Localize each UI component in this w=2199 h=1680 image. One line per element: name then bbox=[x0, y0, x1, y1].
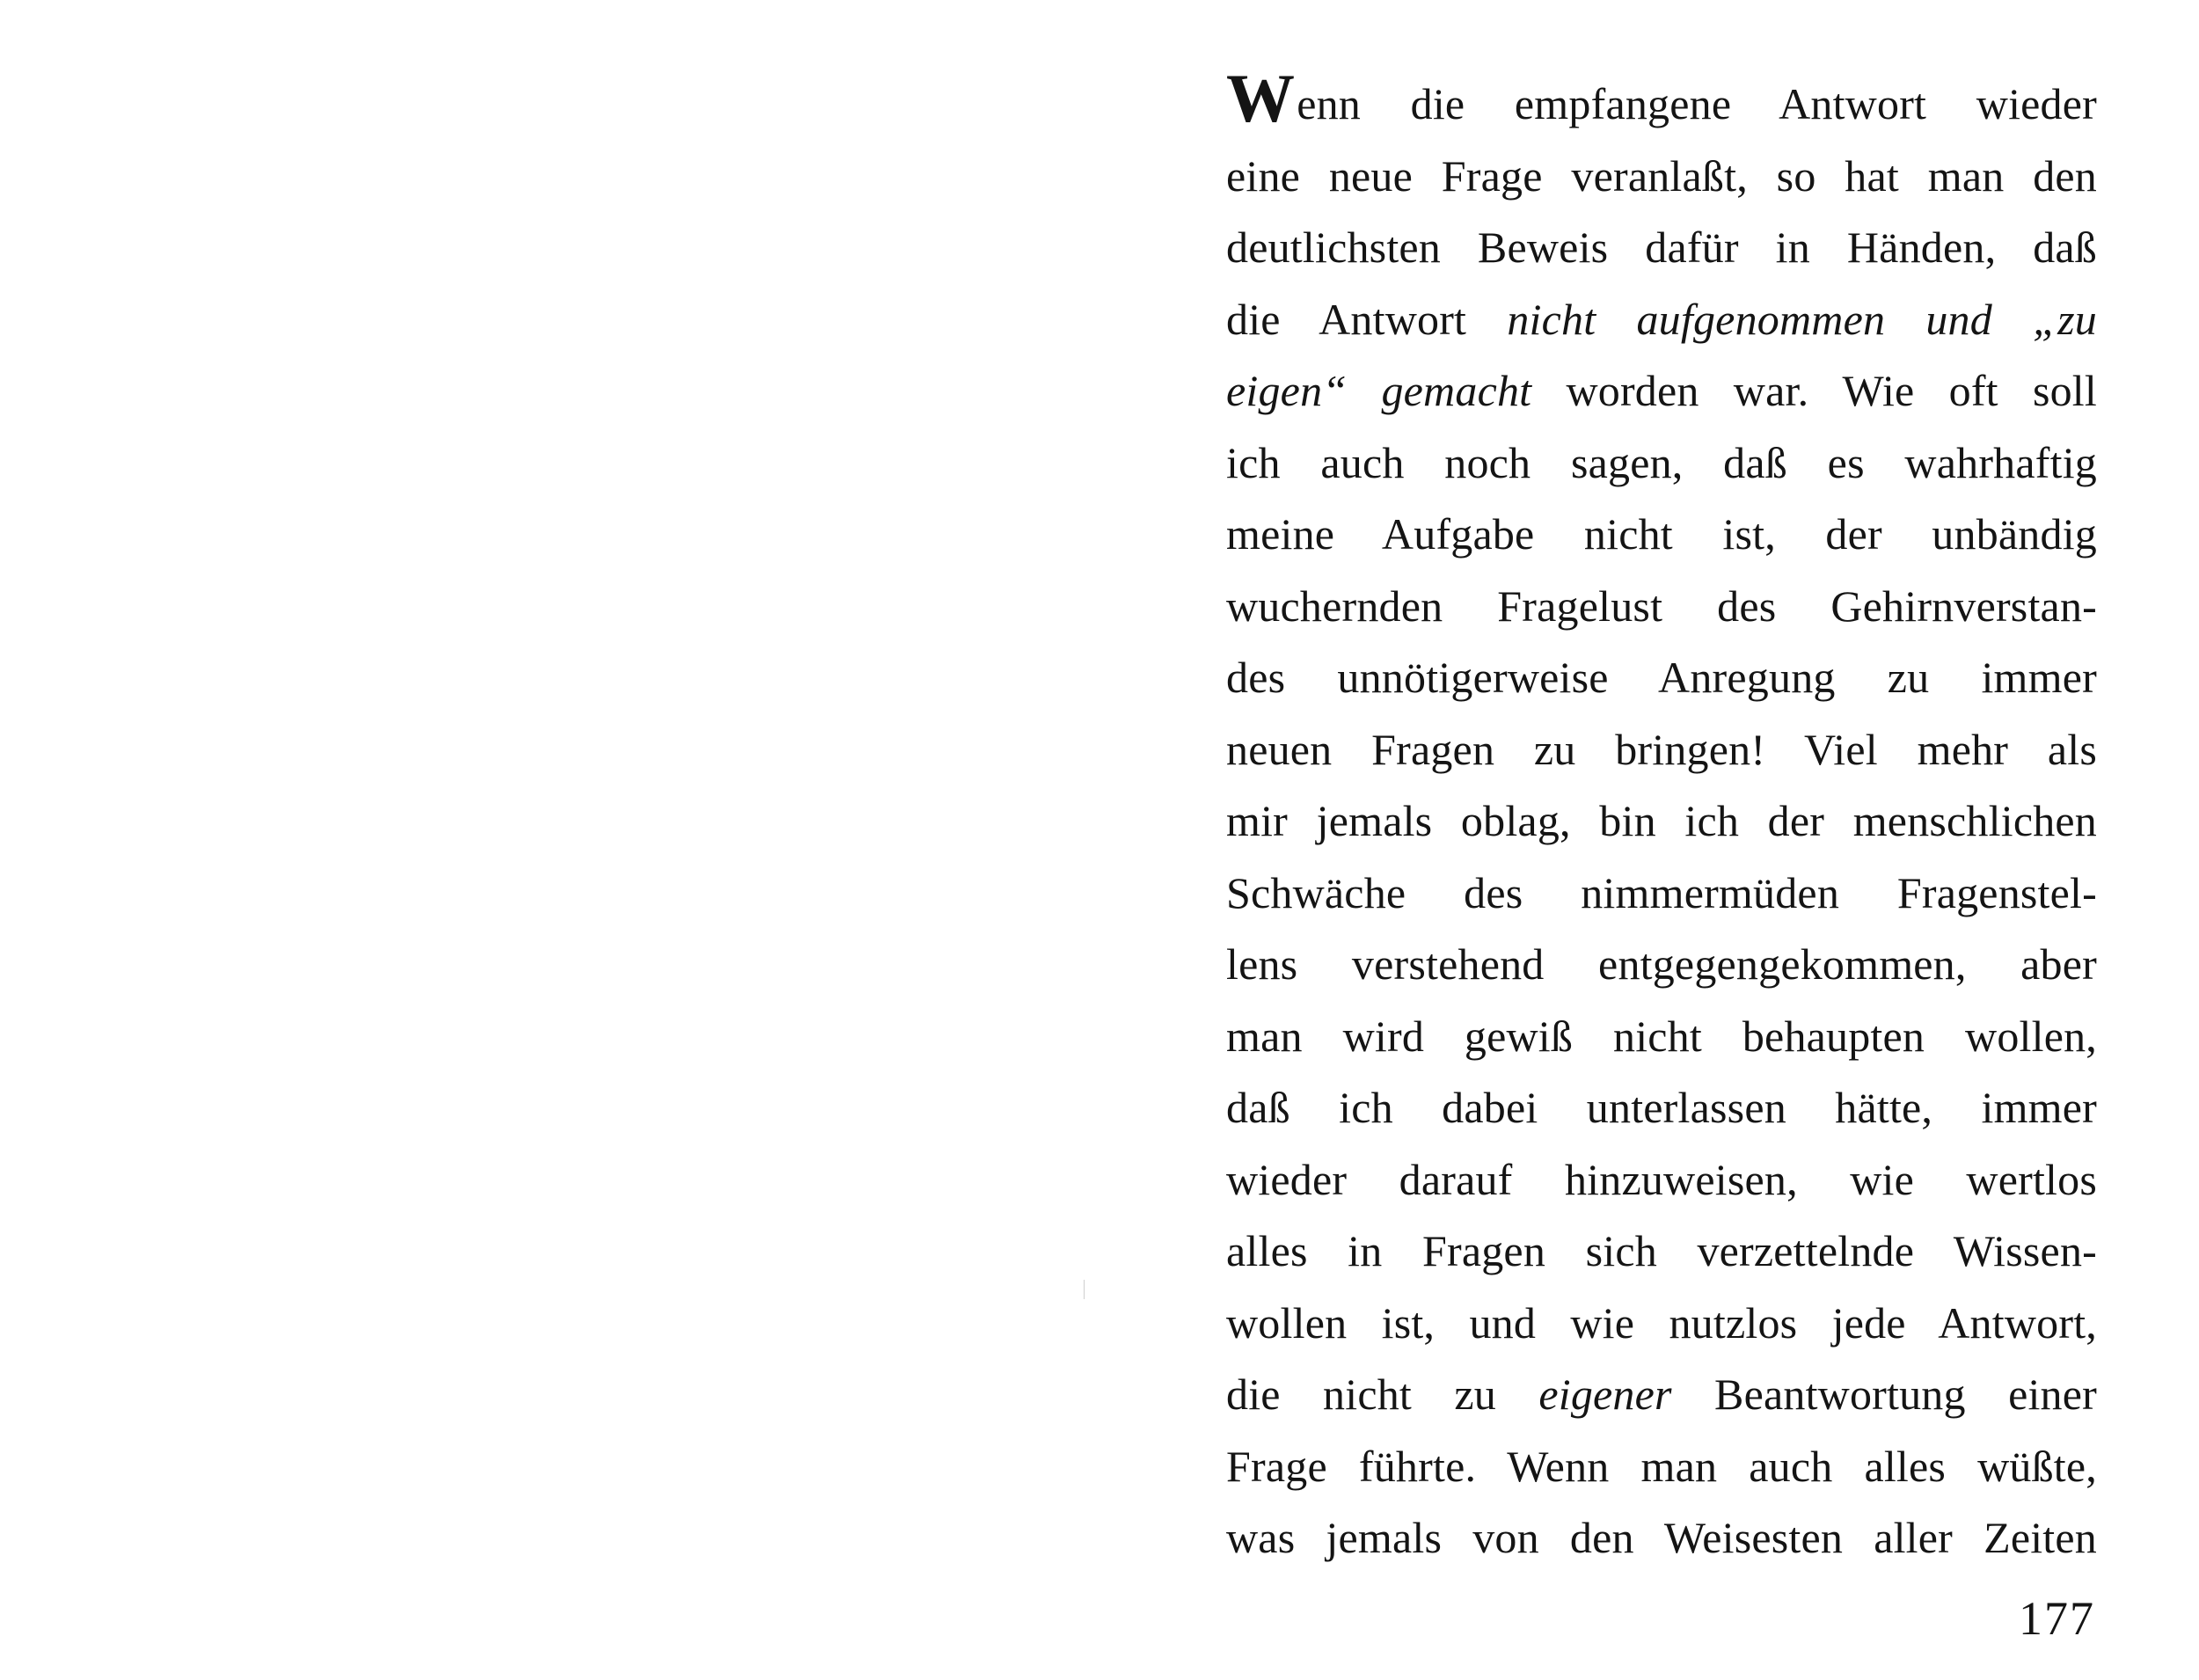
text-segment: Frage führte. Wenn man auch alles wüßte, bbox=[1226, 1441, 2097, 1491]
italic-text: eigen“ gemacht bbox=[1226, 366, 1532, 415]
page-number: 177 bbox=[2019, 1592, 2095, 1645]
text-line bbox=[1226, 499, 2097, 571]
italic-text: eigener bbox=[1538, 1370, 1672, 1419]
text-line bbox=[1226, 785, 2097, 858]
text-segment: lens verstehend entgegengekommen, aber bbox=[1226, 939, 2097, 989]
text-segment: des unnötigerweise Anregung zu immer bbox=[1226, 653, 2097, 702]
text-segment: deutlichsten Beweis dafür in Händen, daß bbox=[1226, 223, 2097, 272]
text-segment: die Antwort bbox=[1226, 294, 1508, 344]
text-line bbox=[1226, 1359, 2097, 1431]
text-line bbox=[1226, 1144, 2097, 1216]
text-segment: ich auch noch sagen, daß es wahrhaftig bbox=[1226, 437, 2097, 487]
text-segment: neuen Fragen zu bringen! Viel mehr als bbox=[1226, 724, 2097, 774]
text-line bbox=[1226, 212, 2097, 284]
text-segment: worden war. Wie oft soll bbox=[1531, 366, 2097, 415]
text-line bbox=[1226, 284, 2097, 356]
text-segment: eine neue Frage veranlaßt, so hat man den bbox=[1226, 150, 2097, 201]
text-line bbox=[1226, 1431, 2097, 1503]
text-segment: meine Aufgabe nicht ist, der unbändig bbox=[1226, 509, 2097, 559]
text-line bbox=[1226, 1001, 2097, 1073]
text-segment: wollen ist, und wie nutzlos jede Antwort, bbox=[1226, 1297, 2097, 1348]
text-segment: mir jemals oblag, bin ich der menschlichen bbox=[1226, 796, 2097, 845]
text-line bbox=[1226, 1502, 2097, 1574]
text-segment: was jemals von den Weisesten aller Zeiten bbox=[1226, 1513, 2097, 1562]
text-line bbox=[1226, 60, 2097, 141]
text-segment: man wird gewiß nicht behaupten wollen, bbox=[1226, 1011, 2097, 1061]
text-line bbox=[1226, 355, 2097, 427]
text-segment: wuchernden Fragelust des Gehirnverstan- bbox=[1226, 581, 2097, 631]
text-line bbox=[1226, 1288, 2097, 1360]
text-line bbox=[1226, 427, 2097, 500]
italic-text: nicht aufgenommen und „zu bbox=[1507, 294, 2097, 344]
text-line bbox=[1226, 571, 2097, 643]
text-line bbox=[1226, 929, 2097, 1001]
drop-cap: W bbox=[1226, 60, 1296, 136]
text-segment: die nicht zu bbox=[1226, 1370, 1539, 1419]
text-line bbox=[1226, 858, 2097, 930]
text-line bbox=[1226, 141, 2097, 213]
text-segment: daß ich dabei unterlassen hätte, immer bbox=[1226, 1083, 2097, 1132]
body-text bbox=[1226, 60, 2097, 1574]
text-segment: Beantwortung einer bbox=[1671, 1370, 2097, 1419]
gutter-mark bbox=[1084, 1280, 1085, 1299]
text-segment: Schwäche des nimmermüden Fragenstel- bbox=[1226, 867, 2097, 917]
text-segment: enn die empfangene Antwort wieder bbox=[1297, 79, 2097, 128]
text-line bbox=[1226, 1216, 2097, 1288]
text-line bbox=[1226, 642, 2097, 714]
text-line bbox=[1226, 714, 2097, 786]
text-segment: wieder darauf hinzuweisen, wie wertlos bbox=[1226, 1154, 2097, 1204]
text-segment: alles in Fragen sich verzettelnde Wissen- bbox=[1226, 1226, 2097, 1275]
text-line bbox=[1226, 1072, 2097, 1144]
